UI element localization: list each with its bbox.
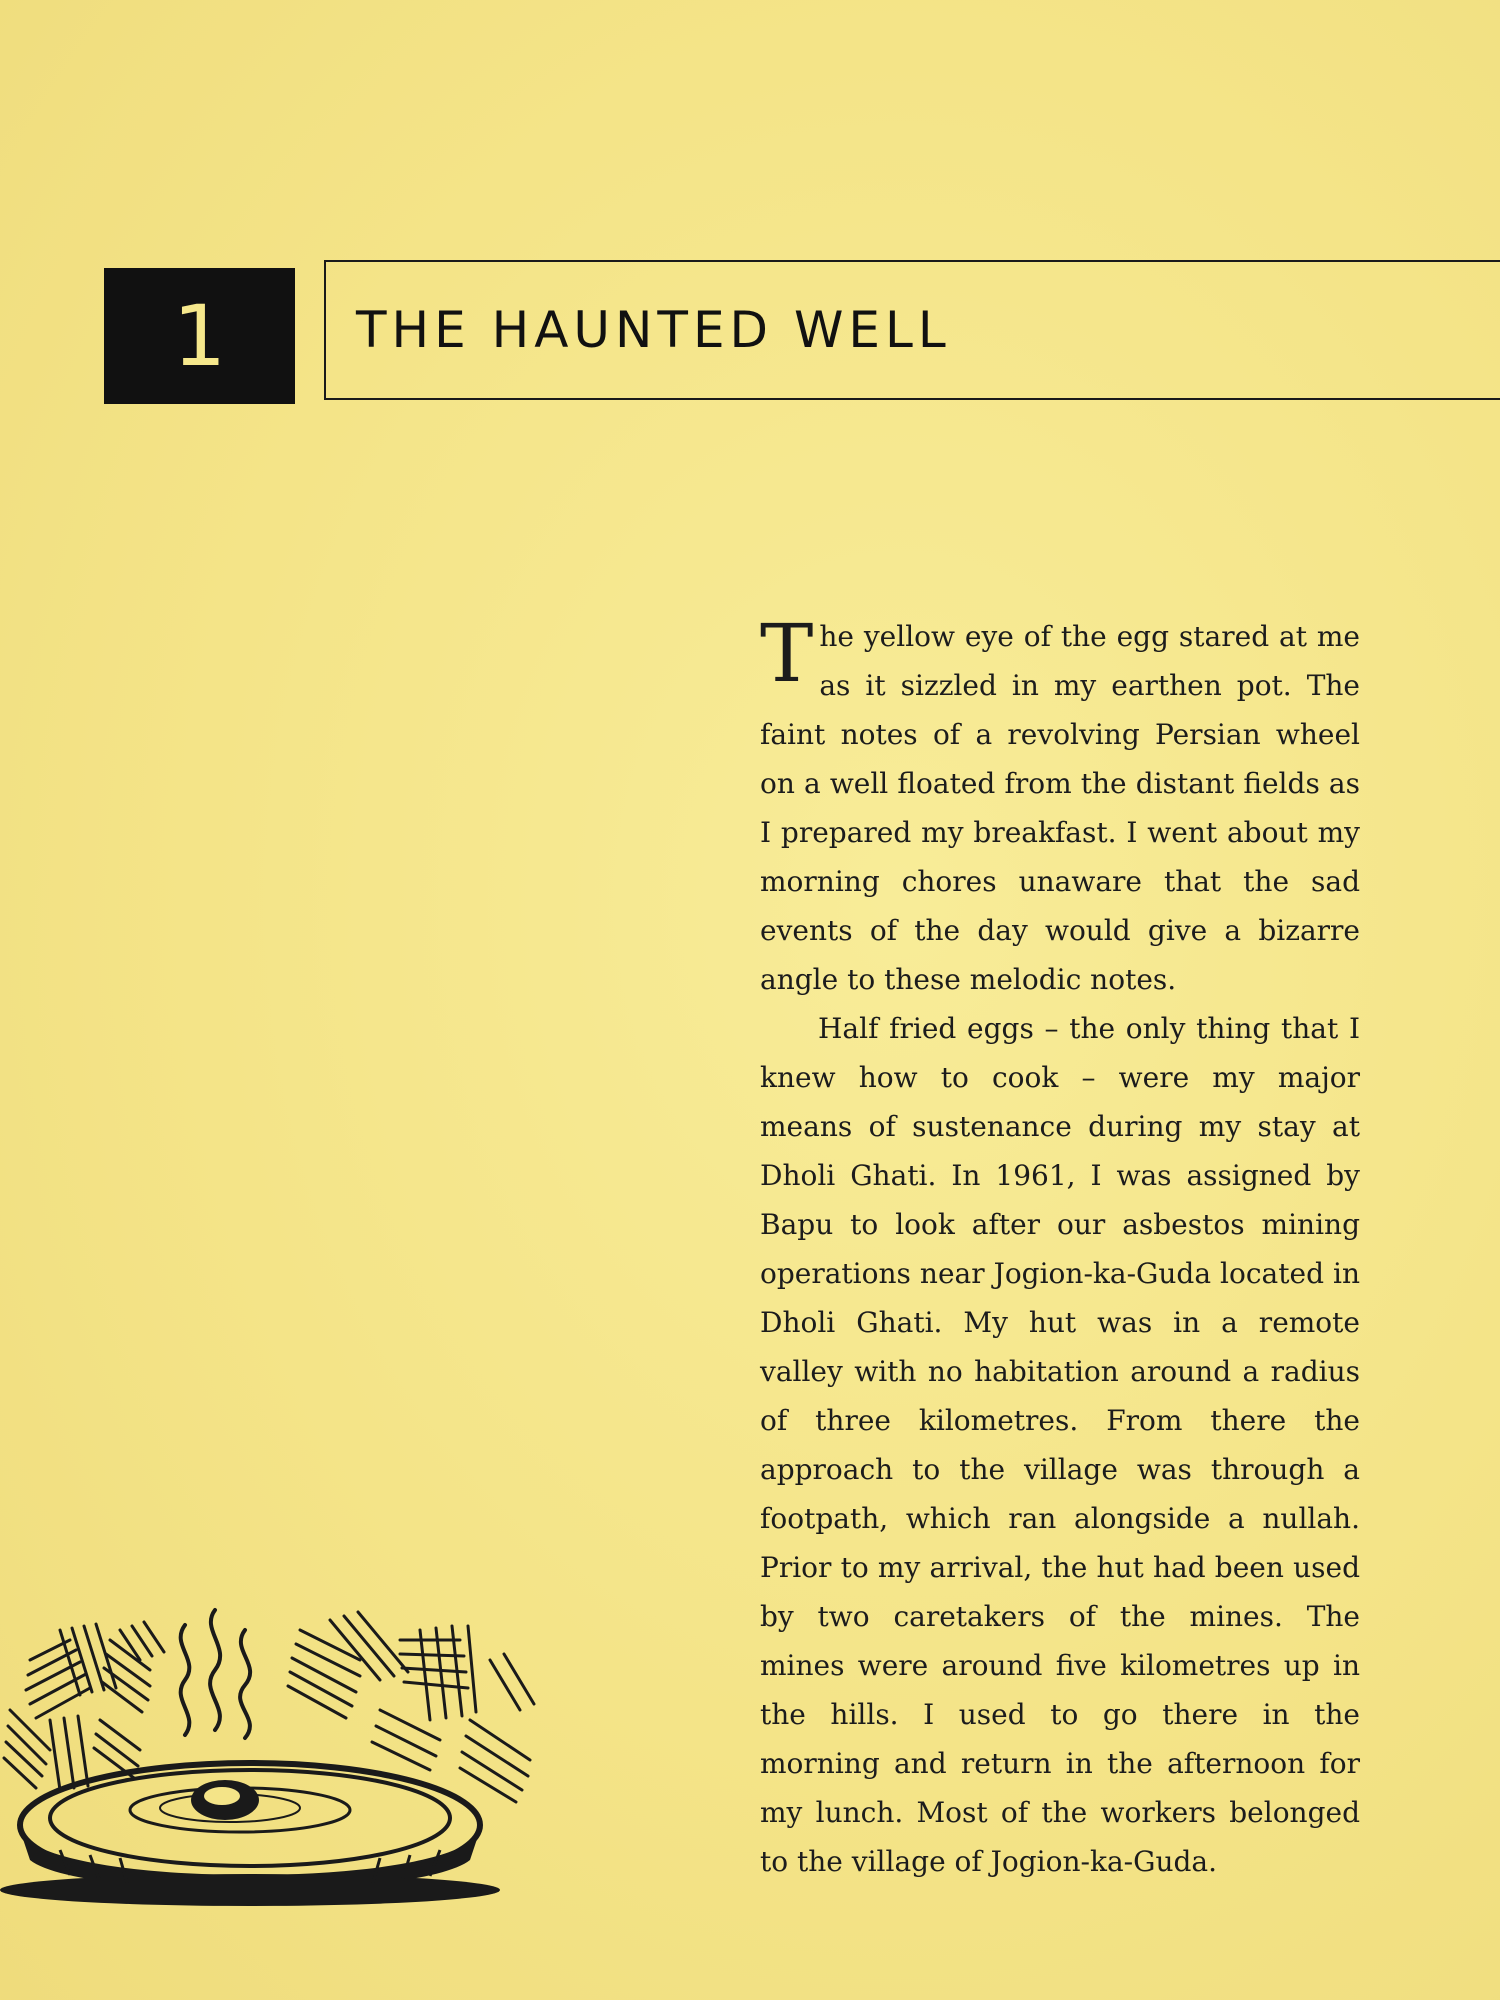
chapter-title-box: [324, 260, 1500, 400]
earthen-pot-with-frying-egg-icon: [0, 1600, 560, 1910]
chapter-number-box: [104, 268, 295, 404]
chapter-body: [760, 607, 1360, 1886]
chapter-title: THE HAUNTED WELL: [356, 301, 951, 359]
chapter-number: 1: [172, 287, 227, 385]
paragraph-1-text: he yellow eye of the egg stared at me as it sizzled in my earthen pot. The faint notes of a revolving Persian wheel on a well floated from the distant fields as I prepared my breakfast. I went about my morning chores unaware that the sad events of the day would give a bizarre angle to these melodic notes.: [760, 620, 1360, 996]
paragraph-1: [760, 607, 1360, 1004]
paragraph-2: Half fried eggs – the only thing that I knew how to cook – were my major means of sustenance during my stay at Dholi Ghati. In 1961, I was assigned by Bapu to look after our asbestos mining operations near Jogion-ka-Guda located in Dholi Ghati. My hut was in a remote valley with no habitation around a radius of three kilometres. From there the approach to the village was through a footpath, which ran alongside a nullah. Prior to my arrival, the hut had been used by two caretakers of the mines. The mines were around five kilometres up in the hills. I used to go there in the morning and return in the afternoon for my lunch. Most of the workers belonged to the village of Jogion-ka-Guda.: [760, 1012, 1360, 1878]
drop-cap: T: [760, 607, 814, 700]
